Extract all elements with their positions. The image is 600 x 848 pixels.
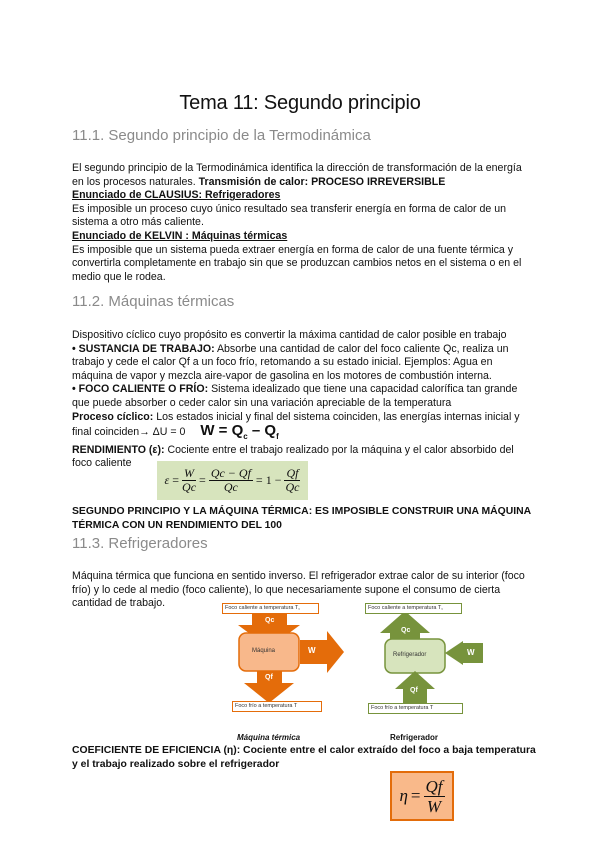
kelvin-text: Es imposible que un sistema pueda extraer energía en forma de calor de una fuente térmica y convertirla completamente en trabajo sin que se produzcan cambios netos en el sistema o en el medio que le rodea. xyxy=(72,243,522,283)
engine-hot-reservoir-label: Foco caliente a temperatura T꜀ xyxy=(222,603,319,614)
engine-cold-reservoir-label: Foco frío a temperatura T xyxy=(232,701,322,712)
rendimiento-label: RENDIMIENTO (ε): xyxy=(72,443,165,456)
fridge-w-label: W xyxy=(467,648,475,657)
section-heading-11-1: 11.1. Segundo principio de la Termodinámica xyxy=(72,127,371,144)
fridge-qc-label: Qc xyxy=(401,627,411,634)
s1-intro-bold: Transmisión de calor: PROCESO IRREVERSIBLE xyxy=(198,175,446,188)
second-principle-statement: SEGUNDO PRINCIPIO Y LA MÁQUINA TÉRMICA: ES IMPOSIBLE CONSTRUIR UNA MÁQUINA TÉRMICA CON UN RENDIMIENTO DEL 100 xyxy=(72,506,531,531)
s2-intro: Dispositivo cíclico cuyo propósito es convertir la máxima cantidad de calor posible en trabajo xyxy=(72,329,507,341)
cop-formula: η = $\frac{Qf}{W}$ xyxy=(390,771,454,821)
fridge-box-label: Refrigerador xyxy=(393,652,427,658)
engine-caption: Máquina térmica xyxy=(237,733,301,742)
engine-qf-label: Qf xyxy=(265,674,273,681)
fridge-qf-label: Qf xyxy=(410,687,418,694)
fridge-caption: Refrigerador xyxy=(390,733,439,742)
engine-qc-label: Qc xyxy=(265,617,275,624)
refrigerator-arrows-icon xyxy=(365,603,495,718)
clausius-text: Es imposible un proceso cuyo único resultado sea transferir energía en forma de calor de un sistema a otro más caliente. xyxy=(72,202,506,229)
s2-paragraph xyxy=(72,329,532,471)
sustancia-text: Absorbe una cantidad de calor del foco caliente Qc, realiza un trabajo y cede el calor Qf a un foco frío, retomando a su estado inicial. Ejemplos: Agua en máquina de vapor y mezcla aire-vapor de gasolina en los motores de combustión interna. xyxy=(72,342,509,382)
rendimiento-text: Cociente entre el trabajo realizado por la máquina y el calor absorbido del foco caliente xyxy=(72,443,514,470)
foco-text: Sistema idealizado que tiene una capacidad calorífica tan grande que puede absorber o ceder calor sin una variación apreciable de la temperatura xyxy=(72,383,518,409)
fridge-cold-reservoir-label: Foco frío a temperatura T xyxy=(368,703,463,714)
s1-intro-text: El segundo principio de la Termodinámica identifica la dirección de transformación de la energía en los procesos naturales. xyxy=(72,162,522,188)
s1-intro-paragraph xyxy=(72,162,532,284)
heat-engine-diagram xyxy=(222,603,352,743)
foco-label: • FOCO CALIENTE O FRÍO: xyxy=(72,383,209,396)
work-formula: $W = Q_c - Q_f$ xyxy=(200,422,279,442)
section-heading-11-3: 11.3. Refrigeradores xyxy=(72,535,208,552)
page-title: Tema 11: Segundo principio xyxy=(179,92,421,114)
refrigerator-diagram xyxy=(365,603,495,743)
fridge-hot-reservoir-label: Foco caliente a temperatura T꜀ xyxy=(365,603,462,614)
s3-intro: Máquina térmica que funciona en sentido inverso. El refrigerador extrae calor de su interior (foco frío) y lo cede al medio (foco caliente), lo que necesariamente supone el consumo de cierta cantidad de trabajo. xyxy=(72,570,525,610)
coefficient-of-performance-text: COEFICIENTE DE EFICIENCIA (η): Cociente entre el calor extraído del foco a baja temperatura y el trabajo realizado sobre el refrigerador xyxy=(72,745,536,770)
ciclico-text: Los estados inicial y final del sistema coinciden, las energías internas inicial y final coinciden→ ΔU = 0 xyxy=(72,410,520,439)
sustancia-label: • SUSTANCIA DE TRABAJO: xyxy=(72,342,215,355)
kelvin-heading: Enunciado de KELVIN : Máquinas térmicas xyxy=(72,229,288,242)
efficiency-formula: ε = $\frac{W}{Qc}$ = $\frac{Qc - Qf}{Qc}$ = 1 − $\frac{Qf}{Qc}$ xyxy=(157,461,308,500)
section-heading-11-2: 11.2. Máquinas térmicas xyxy=(72,293,235,310)
engine-w-label: W xyxy=(308,646,316,655)
engine-box-label: Máquina xyxy=(252,648,276,654)
clausius-heading: Enunciado de CLAUSIUS: Refrigeradores xyxy=(72,189,281,202)
ciclico-label: Proceso cíclico: xyxy=(72,410,154,423)
